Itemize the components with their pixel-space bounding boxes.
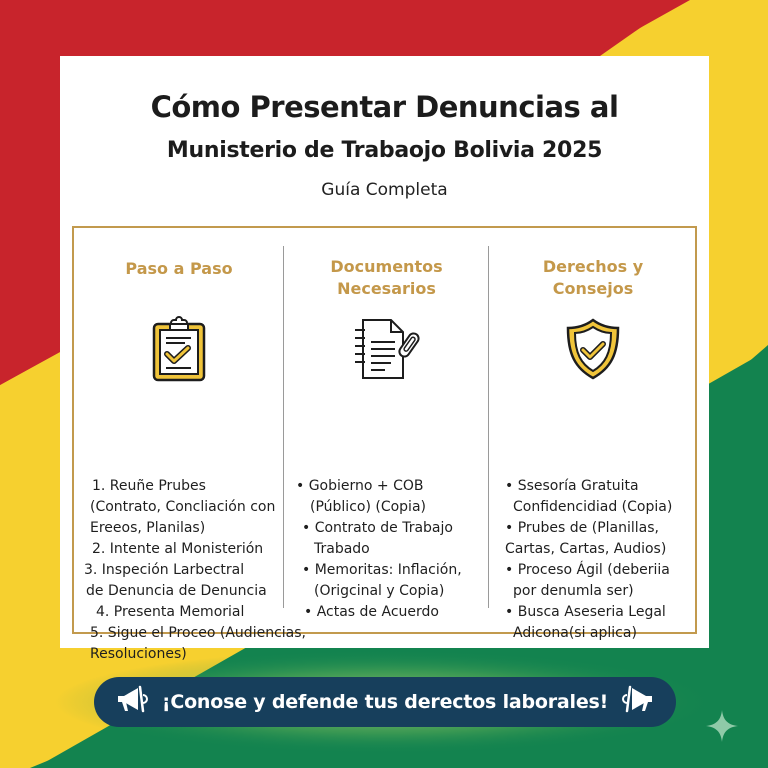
column-paso-a-paso — [74, 228, 306, 662]
list-item: • Memoritas: Inflación, — [302, 562, 462, 578]
list-item: • Proceso Ágil (deberiia — [505, 562, 670, 578]
call-to-action-banner — [94, 677, 676, 727]
page-title-line2: Munisterio de Trabaojo Bolivia 2025 — [166, 138, 603, 163]
list-item: Cartas, Cartas, Audios) — [505, 541, 667, 557]
column-documentos — [284, 228, 489, 632]
columns-box — [72, 226, 697, 662]
list-item: • Busca Aseseria Legal — [505, 604, 666, 620]
list-item: por denumla ser) — [513, 583, 634, 599]
page-subtitle: Guía Completa — [321, 180, 448, 200]
list-item: (Contrato, Concliación con — [90, 499, 276, 515]
list-item: 2. Intente al Monisterión — [92, 541, 264, 557]
rights-list — [505, 476, 672, 644]
list-item: 4. Presenta Memorial — [96, 604, 245, 620]
list-item: Adicona(si aplica) — [513, 625, 637, 641]
list-item: • Contrato de Trabajo — [302, 520, 453, 536]
list-item: Trabado — [314, 541, 370, 557]
info-card — [60, 56, 709, 662]
clipboard-check-icon — [151, 316, 207, 387]
list-item: Resoluciones) — [90, 646, 187, 662]
list-item: Ereeos, Planilas) — [90, 520, 206, 536]
steps-list — [82, 476, 306, 665]
list-item: • Prubes de (Planillas, — [505, 520, 659, 536]
list-item: (Origcinal y Copia) — [314, 583, 445, 599]
megaphone-icon — [114, 683, 148, 722]
shield-check-icon — [565, 318, 621, 385]
list-item: de Denuncia de Denuncia — [86, 583, 267, 599]
documents-list — [296, 476, 462, 623]
list-item: 5. Sigue el Proceo (Audiencias, — [90, 625, 306, 641]
list-item: 3. Inspeción Larbectral — [84, 562, 245, 578]
list-item: • Actas de Acuerdo — [304, 604, 439, 620]
column-derechos — [489, 228, 697, 641]
list-item: • Ssesoría Gratuita — [505, 478, 639, 494]
list-item: • Gobierno + COB — [296, 478, 424, 494]
megaphone-icon — [622, 683, 656, 722]
list-item: Confidencidiad (Copia) — [513, 499, 673, 515]
column-title: Derechos y Consejos — [542, 257, 644, 298]
column-title: Paso a Paso — [125, 259, 233, 278]
sparkle-icon — [704, 708, 740, 744]
list-item: (Público) (Copia) — [310, 499, 426, 515]
document-paperclip-icon — [349, 318, 425, 385]
page-title: Cómo Presentar Denuncias al — [150, 90, 619, 124]
list-item: 1. Reuñe Prubes — [92, 478, 206, 494]
banner-text: ¡Conose y defende tus derectos laborales! — [161, 691, 609, 713]
column-title: Documentos Necesarios — [330, 257, 443, 298]
